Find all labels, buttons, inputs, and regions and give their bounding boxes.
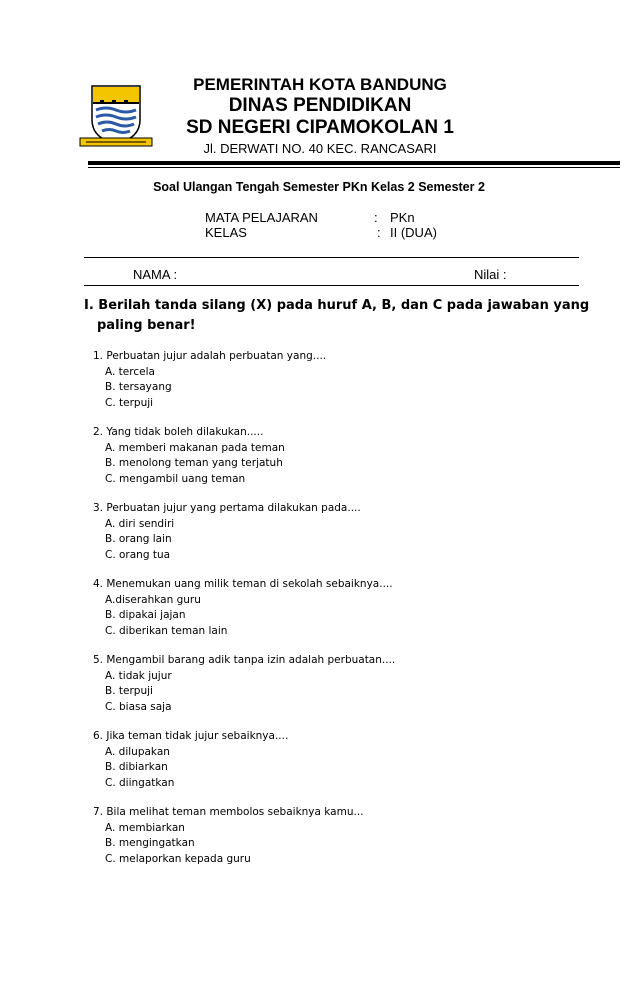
letterhead-divider-thin (88, 167, 620, 168)
question-text: 3. Perbuatan jujur yang pertama dilakukan pada.... (93, 502, 361, 514)
option-a: A. memberi makanan pada teman (105, 441, 285, 454)
option-b: B. orang lain (105, 533, 172, 545)
class-value: II (DUA) (390, 225, 437, 240)
question-text: 6. Jika teman tidak jujur sebaiknya.... (93, 730, 289, 742)
letterhead-address: Jl. DERWATI NO. 40 KEC. RANCASARI (203, 141, 437, 156)
question-list (93, 349, 395, 881)
question-5 (93, 653, 395, 729)
option-a: A. tidak jujur (105, 669, 172, 682)
option-b: B. terpuji (105, 685, 153, 697)
question-3 (93, 501, 395, 577)
exam-title: Soal Ulangan Tengah Semester PKn Kelas 2 Semester 2 (153, 180, 485, 194)
option-c: C. melaporkan kepada guru (105, 852, 251, 865)
name-section-top-rule (84, 257, 579, 258)
option-b: B. menolong teman yang terjatuh (105, 457, 283, 469)
option-b: B. mengingatkan (105, 837, 195, 849)
question-text: 5. Mengambil barang adik tanpa izin adalah perbuatan.... (93, 654, 396, 666)
letterhead-school-name: SD NEGERI CIPAMOKOLAN 1 (186, 117, 454, 138)
subject-value: PKn (390, 210, 415, 225)
question-text: 4. Menemukan uang milik teman di sekolah sebaiknya.... (93, 578, 393, 590)
option-b: B. tersayang (105, 381, 172, 393)
question-text: 1. Perbuatan jujur adalah perbuatan yang.... (93, 350, 327, 362)
name-section-bottom-rule (84, 285, 579, 286)
option-c: C. diberikan teman lain (105, 624, 228, 637)
option-b: B. dipakai jajan (105, 609, 186, 621)
option-b: B. dibiarkan (105, 761, 168, 773)
question-4 (93, 577, 395, 653)
option-c: C. orang tua (105, 548, 171, 561)
question-6 (93, 729, 395, 805)
class-label: KELAS (205, 225, 247, 240)
question-1 (93, 349, 395, 425)
section-instruction (84, 296, 589, 336)
bandung-city-seal-icon (78, 80, 154, 152)
option-a: A.diserahkan guru (105, 593, 201, 606)
option-a: A. tercela (105, 365, 155, 378)
question-2 (93, 425, 395, 501)
letterhead-department: DINAS PENDIDIKAN (228, 95, 412, 116)
letterhead-government: PEMERINTAH KOTA BANDUNG (193, 75, 447, 94)
option-c: C. mengambil uang teman (105, 472, 246, 485)
question-text: 2. Yang tidak boleh dilakukan..... (93, 426, 264, 438)
instruction-line-2: paling benar! (97, 318, 196, 333)
class-colon: : (377, 225, 381, 240)
option-a: A. membiarkan (105, 821, 185, 834)
question-text: 7. Bila melihat teman membolos sebaiknya kamu... (93, 806, 364, 818)
option-c: C. biasa saja (105, 700, 172, 713)
instruction-line-1: I. Berilah tanda silang (X) pada huruf A, B, dan C pada jawaban yang (84, 298, 590, 313)
option-c: C. terpuji (105, 396, 154, 409)
option-a: A. dilupakan (105, 745, 170, 758)
student-name-label: NAMA : (133, 267, 178, 282)
letterhead-divider-thick (88, 161, 620, 165)
subject-colon: : (374, 210, 378, 225)
option-a: A. diri sendiri (105, 517, 175, 530)
option-c: C. diingatkan (105, 776, 175, 789)
score-label: Nilai : (474, 267, 507, 282)
question-7 (93, 805, 395, 881)
subject-label: MATA PELAJARAN (205, 210, 318, 225)
